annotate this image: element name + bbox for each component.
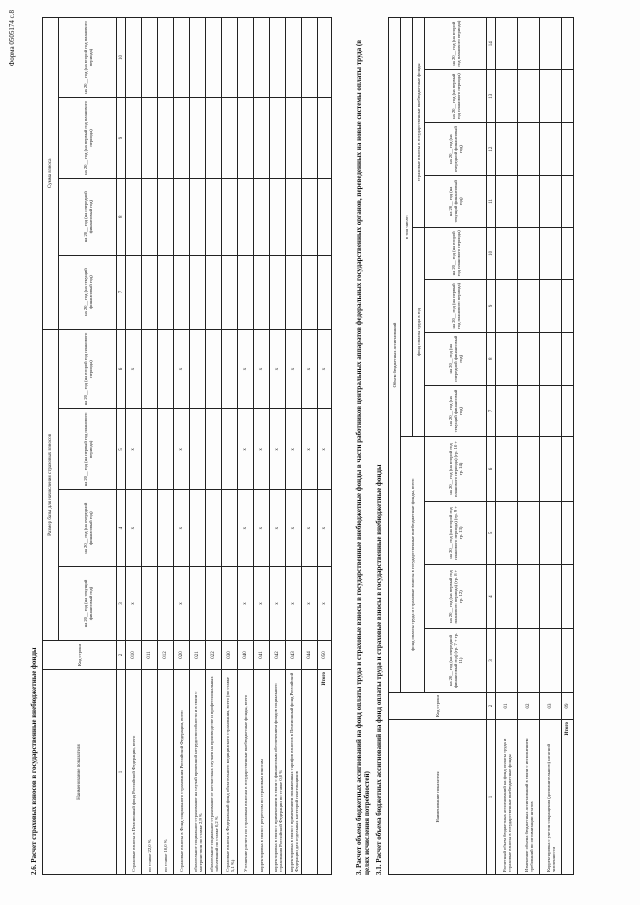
row-cell [496,385,518,437]
total-row [318,18,332,875]
row-code: 011 [142,641,158,670]
row-cell: x [302,409,318,490]
base-period-2: на 20__ год (на очередной финансовый год) [59,490,117,567]
sum-period-2: на 20__ год (на очередной финансовый год) [59,178,117,255]
row-cell: x [286,490,302,567]
row-cell [496,123,518,176]
fund-period-4: на 20__ год (на второй год планового периода) (гр. 10 + гр. 14) [425,437,487,501]
row-cell [540,565,562,629]
row-cell [190,566,206,640]
row-cell: x [238,329,254,409]
row-cell [518,565,540,629]
row-cell [174,18,190,98]
row-cell [540,385,562,437]
row-cell [518,437,540,501]
insurance-group-header: страховые взносы в государственные внебюджетные фонды [413,18,425,228]
row-cell [540,70,562,123]
col-code-header: Код строки [43,641,117,670]
volume-group-header: Объем бюджетных ассигнований [389,18,401,693]
row-code: 01 [496,693,518,720]
row-cell [222,490,238,567]
row-name: корректировка в связи с регрессом по страховым взносам [254,670,270,875]
table2-body [496,18,574,875]
column-number-row [117,18,126,875]
total-cell [318,178,332,255]
row-cell [238,98,254,179]
row-code: 02 [518,693,540,720]
col-num: 10 [117,18,126,98]
row-cell [540,176,562,228]
base-group-header: Размер базы для начисления страховых взносов [43,329,59,640]
row-cell [254,98,270,179]
wage-group-header: фонд оплаты труда в год [413,227,425,437]
row-cell [126,98,142,179]
row-cell [496,227,518,279]
row-cell [190,409,206,490]
row-cell [238,255,254,329]
row-cell: x [286,329,302,409]
table-row [496,18,518,875]
table-row [158,18,174,875]
row-cell: x [126,566,142,640]
base-period-4: на 20__ год (на второй год планового периода) [59,329,117,409]
sum-period-1: на 20__ год (на текущий финансовый год) [59,255,117,329]
col-name-header: Наименование показателя [43,670,117,875]
table-row [286,18,302,875]
col-num: 5 [487,501,496,564]
col-num: 2 [117,641,126,670]
row-cell: x [254,490,270,567]
row-cell [142,409,158,490]
row-cell [254,178,270,255]
row-cell [222,255,238,329]
insurance-contributions-table [42,17,332,875]
row-cell [496,565,518,629]
row-cell [540,332,562,385]
row-cell [158,18,174,98]
row-cell: x [286,566,302,640]
row-cell [518,501,540,564]
wage-period-1: на 20__ год (на текущий финансовый год) [425,385,487,437]
row-cell [540,18,562,70]
total-cell [562,123,574,176]
row-cell [222,329,238,409]
ins-period-4: на 20__ год (на второй год планового периода) [425,18,487,70]
t2-column-number-row [487,18,496,875]
row-cell [496,18,518,70]
total-cell: x [318,566,332,640]
row-cell [190,98,206,179]
row-cell: x [238,566,254,640]
row-cell: x [174,566,190,640]
row-cell [540,501,562,564]
ins-period-3: на 20__ год (на первый год планового периода) [425,70,487,123]
col-num: 6 [117,329,126,409]
row-name: обязательное социальное страхование от несчастных случаев на производстве и профессиональных заболеваний по ставке 0,2 % [206,670,222,875]
row-cell: x [174,409,190,490]
row-cell [238,18,254,98]
col-num: 4 [487,565,496,629]
row-cell: x [270,490,286,567]
col-num: 13 [487,70,496,123]
row-cell: x [174,329,190,409]
row-cell [254,18,270,98]
row-name: по ставке 10,0 % [158,670,174,875]
row-cell [206,566,222,640]
total-code: 09 [562,693,574,720]
row-name: Корректировка с учетом сокращения (дополнительного) штатной численности [540,720,562,875]
row-code: 040 [238,641,254,670]
row-cell [222,98,238,179]
row-cell [540,280,562,333]
row-cell [302,178,318,255]
fund-period-2: на 20__ год (на первый год планового периода) (гр. 8 + гр. 12) [425,565,487,629]
row-code: 044 [302,641,318,670]
row-cell [206,329,222,409]
row-cell [286,18,302,98]
fund-period-1: на 20__ год (на очередной финансовый год) (гр. 7 + гр. 11) [425,629,487,693]
row-cell [286,178,302,255]
table-row [222,18,238,875]
total-cell [318,98,332,179]
col-num: 9 [487,280,496,333]
row-cell: x [270,329,286,409]
table1-body [126,18,332,875]
row-cell: x [270,409,286,490]
col-num: 4 [117,490,126,567]
base-period-3: на 20__ год (на первый год планового периода) [59,409,117,490]
section-3-1-title: 3.1. Расчет объема бюджетных ассигнований на фонд оплаты труда и страховые взносы в государственные внебюджетные фонды [375,464,383,875]
row-cell [142,329,158,409]
row-cell [518,629,540,693]
row-cell [158,566,174,640]
row-cell [142,566,158,640]
table-row [518,18,540,875]
row-cell [496,437,518,501]
row-cell [518,18,540,70]
row-cell [190,18,206,98]
row-name: Уточнение расчета по страховым взносам в государственные внебюджетные фонды, всего [238,670,254,875]
row-cell [206,178,222,255]
row-cell [518,280,540,333]
row-cell [190,329,206,409]
row-cell [518,70,540,123]
row-cell [158,329,174,409]
row-cell [518,176,540,228]
col-num: 10 [487,227,496,279]
col-num: 7 [117,255,126,329]
row-cell [496,280,518,333]
row-cell [518,227,540,279]
row-name: Страховые взносы в Федеральный фонд обязательного медицинского страхования, всего (по ставке 5,1 %) [222,670,238,875]
row-code: 041 [254,641,270,670]
total-cell [562,332,574,385]
row-name: обязательное социальное страхование на случай временной нетрудоспособности и в связи с материнством по ставке 2,9 % [190,670,206,875]
row-cell: x [302,329,318,409]
row-cell [206,409,222,490]
row-cell [222,566,238,640]
row-cell [496,629,518,693]
row-cell: x [126,490,142,567]
wage-period-4: на 20__ год (на второй год планового периода) [425,227,487,279]
row-code: 03 [540,693,562,720]
t2-col-code-header: Код строки [389,693,487,720]
table-row [174,18,190,875]
row-cell [496,501,518,564]
table-row [254,18,270,875]
total-code: 050 [318,641,332,670]
row-name: Страховые взносы в Фонд социального страхования Российской Федерации, всего [174,670,190,875]
row-cell [270,18,286,98]
row-code: 021 [190,641,206,670]
total-label: Итого [318,670,332,875]
row-cell [518,385,540,437]
row-cell: x [254,329,270,409]
row-cell [540,629,562,693]
row-cell [158,255,174,329]
total-cell [562,70,574,123]
wage-fund-table [388,17,574,875]
row-cell [190,255,206,329]
row-name: корректировка в связи с применением пониженных тарифов взносов в Пенсионный фонд Российской Федерации для отдельных категорий плательщиков [286,670,302,875]
row-cell [496,70,518,123]
col-num: 1 [117,670,126,875]
row-cell [142,178,158,255]
table-row [270,18,286,875]
col-num: 9 [117,98,126,179]
row-name [302,670,318,875]
col-num: 8 [487,332,496,385]
row-code: 022 [206,641,222,670]
sum-period-3: на 20__ год (на первый год планового периода) [59,98,117,179]
incl-group-header: в том числе: [401,18,413,437]
row-cell: x [286,409,302,490]
table-row [238,18,254,875]
row-cell [174,98,190,179]
row-cell: x [270,566,286,640]
row-code: 043 [286,641,302,670]
row-cell [174,255,190,329]
total-cell [562,280,574,333]
row-cell [270,178,286,255]
total-cell: x [318,329,332,409]
row-name: Изменение объема бюджетных ассигнований в связи с исполнением требований по оптимизации штатов [518,720,540,875]
row-cell [238,178,254,255]
row-cell [158,178,174,255]
table-row [206,18,222,875]
row-cell [174,178,190,255]
col-num: 8 [117,178,126,255]
row-cell [496,176,518,228]
total-row [562,18,574,875]
total-cell [318,18,332,98]
row-name: Страховые взносы в Пенсионный фонд Российской Федерации, всего [126,670,142,875]
col-num: 2 [487,693,496,720]
total-cell [562,565,574,629]
row-cell [142,18,158,98]
col-num: 12 [487,123,496,176]
ins-period-1: на 20__ год (на текущий финансовый год) [425,176,487,228]
sum-group-header: Сумма взноса [43,18,59,330]
row-cell [206,490,222,567]
section-2-6-title: 2.6. Расчет страховых взносов в государственные внебюджетные фонды [30,647,38,875]
row-cell [302,255,318,329]
row-cell [158,490,174,567]
col-num: 1 [487,720,496,875]
row-cell [142,490,158,567]
row-cell [158,409,174,490]
table-row [540,18,562,875]
row-cell [206,18,222,98]
table-row [126,18,142,875]
total-cell [562,227,574,279]
total-cell [562,385,574,437]
row-cell [142,255,158,329]
row-name: по ставке 22,0 % [142,670,158,875]
ins-period-2: на 20__ год (на очередной финансовый год) [425,123,487,176]
row-cell [206,98,222,179]
row-code: 030 [222,641,238,670]
row-cell [126,255,142,329]
row-cell [222,18,238,98]
row-code: 012 [158,641,174,670]
row-cell: x [126,409,142,490]
row-cell: x [174,490,190,567]
row-cell: x [238,409,254,490]
col-num: 3 [487,629,496,693]
row-cell [286,98,302,179]
table-row [190,18,206,875]
form-label: Форма 0505174 с.8 [8,10,16,67]
row-code: 020 [174,641,190,670]
row-cell [518,332,540,385]
wage-period-3: на 20__ год (на первый год планового периода) [425,280,487,333]
col-num: 7 [487,385,496,437]
row-cell: x [254,566,270,640]
fund-group-header: фонд оплаты труда и страховые взносы в государственные внебюджетные фонды, всего [401,437,425,693]
sum-period-4: на 20__ год (на второй год планового периода) [59,18,117,98]
base-period-1: на 20__ год (на текущий финансовый год) [59,566,117,640]
total-cell [562,437,574,501]
col-num: 6 [487,437,496,501]
row-code: 010 [126,641,142,670]
row-cell: x [238,490,254,567]
col-num: 14 [487,18,496,70]
table-row [142,18,158,875]
row-cell [496,332,518,385]
row-cell: x [302,490,318,567]
row-cell [222,178,238,255]
row-cell [270,98,286,179]
row-cell [302,98,318,179]
row-cell [142,98,158,179]
wage-period-2: на 20__ год (на очередной финансовый год) [425,332,487,385]
row-code: 042 [270,641,286,670]
total-cell: x [318,490,332,567]
row-cell [190,178,206,255]
row-cell [126,178,142,255]
t2-col-name-header: Наименование показателя [389,720,487,875]
row-cell [270,255,286,329]
total-cell [562,176,574,228]
row-cell: x [254,409,270,490]
total-cell: x [318,409,332,490]
table-row [302,18,318,875]
row-cell [518,123,540,176]
row-cell [190,490,206,567]
col-num: 11 [487,176,496,228]
row-cell [126,18,142,98]
row-cell [302,18,318,98]
total-label: Итого [562,720,574,875]
section-3-title: 3. Расчет объема бюджетных ассигнований на фонд оплаты труда и страховые взносы в государственные внебюджетные фонды в части работников центральных аппаратов федеральных государственных органов, переведенных на новые системы оплаты труда (в целях исчисления потребностей) [355,39,371,875]
total-cell [318,255,332,329]
row-name: корректировка в связи с применением в связи с финансовым обеспечением фондов социального страхования Российской Федерации по ставке 0,0 % [270,670,286,875]
row-cell [222,409,238,490]
row-name: Расчетный объем бюджетных ассигнований на фонд оплаты труда и страховые взносы в государственные внебюджетные фонды [496,720,518,875]
total-cell [562,629,574,693]
row-cell [254,255,270,329]
row-cell [540,227,562,279]
col-num: 3 [117,566,126,640]
row-cell: x [302,566,318,640]
row-cell [158,98,174,179]
total-cell [562,501,574,564]
fund-period-3: на 20__ год (на второй год планового периода) (гр. 9 + гр. 13) [425,501,487,564]
row-cell [540,123,562,176]
row-cell [206,255,222,329]
total-cell [562,18,574,70]
row-cell [540,437,562,501]
col-num: 5 [117,409,126,490]
row-cell [286,255,302,329]
row-cell: x [126,329,142,409]
